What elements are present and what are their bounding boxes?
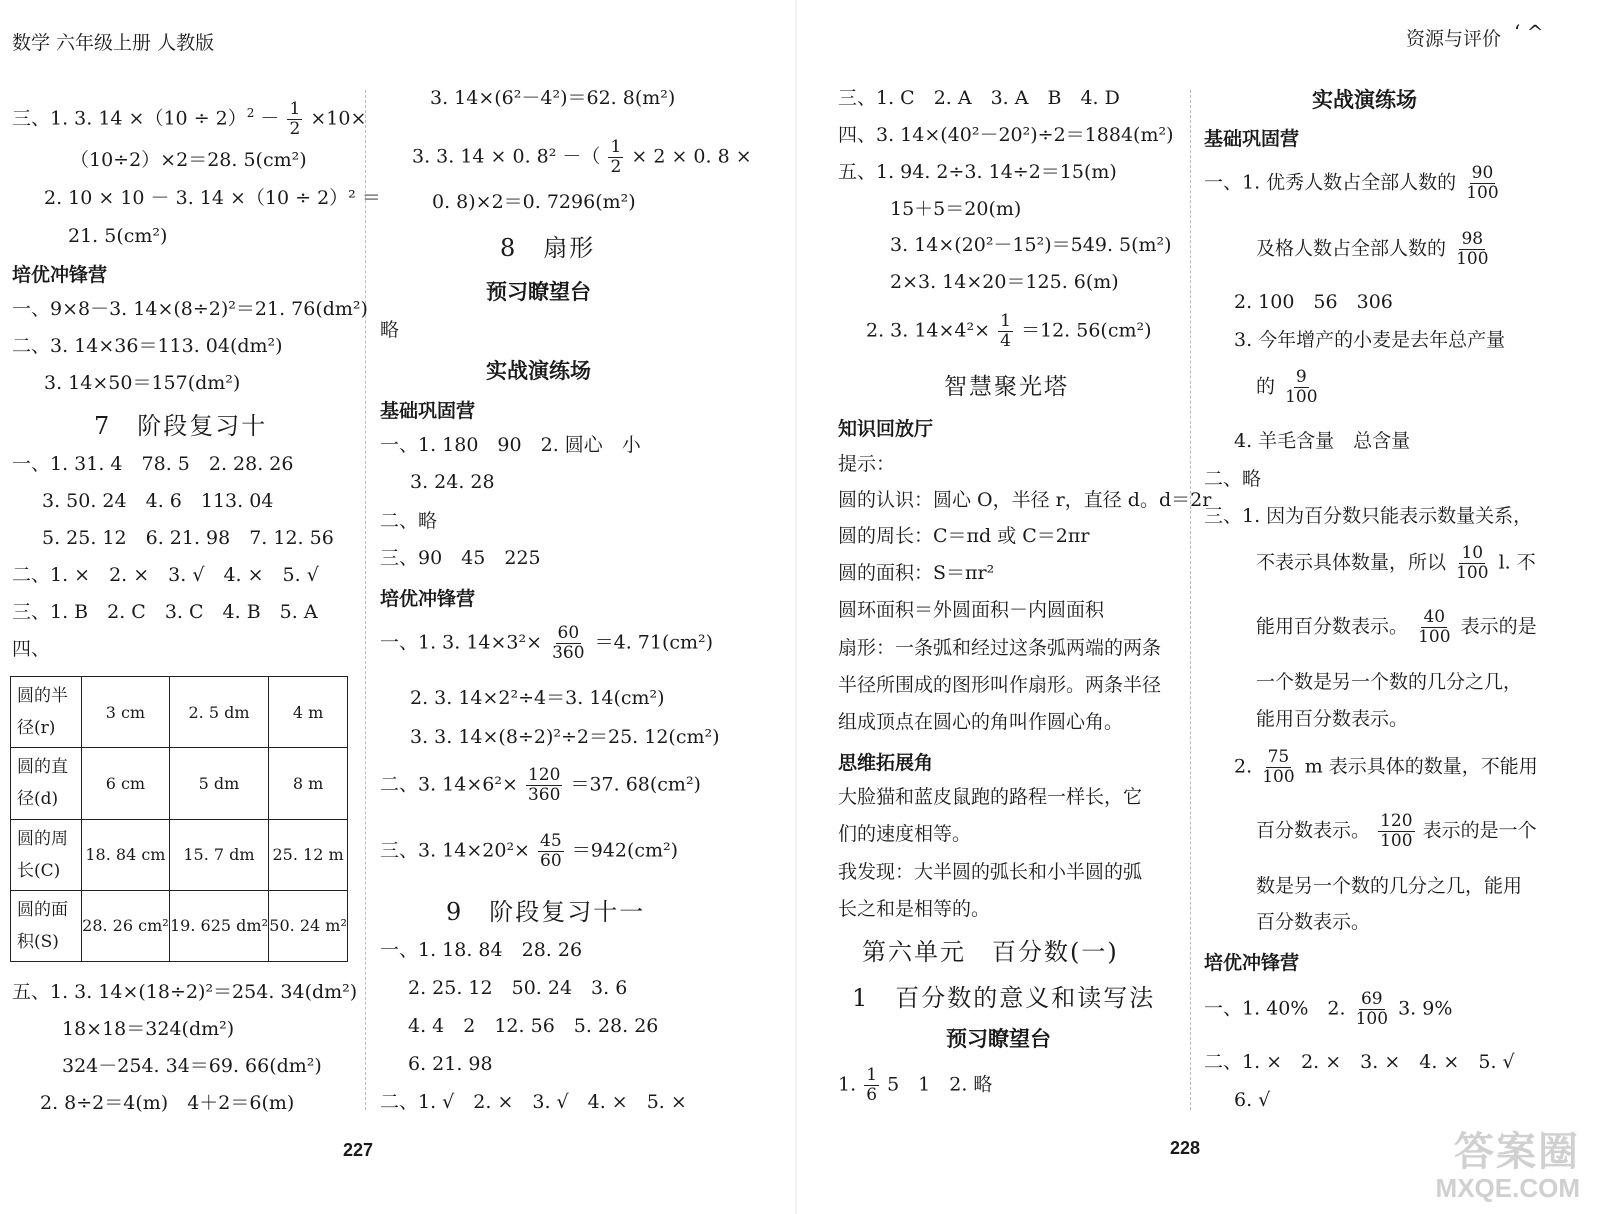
fraction: $\frac{45}{60}$	[540, 831, 562, 871]
answer-line: 圆的认识：圆心 O，半径 r，直径 d。d＝2r	[838, 489, 1212, 511]
answer-line: 2. 3. 14×4²× $\frac{1}{4}$ ＝12. 56(cm²)	[866, 311, 1152, 351]
answer-line: 二、3. 14×36＝113. 04(dm²)	[12, 335, 283, 357]
answer-line: 二、略	[1204, 468, 1262, 490]
answer-line: 的 $\frac{9}{100}$	[1256, 367, 1318, 407]
table-cell: 圆的面积(S)	[11, 890, 82, 961]
answer-line: 一、1. 31. 4 78. 5 2. 28. 26	[12, 453, 294, 475]
table-cell: 圆的半径(r)	[11, 677, 82, 748]
answer-line: 3. 14×(20²－15²)＝549. 5(m²)	[890, 234, 1172, 256]
answer-line: 略	[380, 319, 400, 341]
answer-line: 五、1. 94. 2÷3. 14÷2＝15(m)	[838, 161, 1117, 183]
answer-line: 2. $\frac{75}{100}$ m 表示具体的数量，不能用	[1234, 747, 1538, 787]
lesson-title: 7 阶段复习十	[94, 412, 268, 440]
answer-line: 2. 10 × 10 － 3. 14 ×（10 ÷ 2）² ＝	[44, 187, 381, 209]
fraction: $\frac{10}{100}$	[1456, 543, 1489, 583]
answer-line: 三、3. 14×20²× $\frac{45}{60}$ ＝942(cm²)	[380, 831, 679, 871]
answer-line: 6. √	[1234, 1089, 1271, 1111]
answer-line: 及格人数占全部人数的 $\frac{98}{100}$	[1256, 229, 1489, 269]
answer-line: 四、3. 14×(40²－20²)÷2＝1884(m²)	[838, 124, 1174, 146]
header-deco-icon: ‘ ^	[1514, 20, 1544, 44]
answer-line: 0. 8)×2＝0. 7296(m²)	[432, 191, 636, 213]
answer-line: 4. 羊毛含量 总含量	[1234, 430, 1411, 452]
fraction: $\frac{120}{100}$	[1380, 811, 1413, 851]
answer-line: 1. $\frac{1}{6}$ 5 1 2. 略	[838, 1065, 993, 1105]
fraction: $\frac{9}{100}$	[1285, 367, 1318, 407]
answer-line: 二、1. × 2. × 3. × 4. × 5. √	[1204, 1051, 1515, 1073]
answer-line: 2. 25. 12 50. 24 3. 6	[408, 977, 628, 999]
table-cell: 6 cm	[82, 748, 170, 819]
table-row	[11, 819, 348, 890]
circle-table	[10, 676, 348, 962]
table-cell: 圆的直径(d)	[11, 748, 82, 819]
answer-line: 3. 50. 24 4. 6 113. 04	[42, 490, 274, 512]
answer-line: 提示：	[838, 453, 896, 475]
fraction: $\frac{40}{100}$	[1418, 607, 1451, 647]
table-cell: 4 m	[269, 677, 348, 748]
answer-line: 五、1. 3. 14×(18÷2)²＝254. 34(dm²)	[12, 981, 358, 1003]
answer-line: 一、1. 18. 84 28. 26	[380, 939, 583, 961]
answer-line: 一、9×8－3. 14×(8÷2)²＝21. 76(dm²)	[12, 298, 368, 320]
answer-line: 我发现：大半圆的弧长和小半圆的弧	[838, 861, 1143, 883]
fraction: $\frac{90}{100}$	[1466, 163, 1499, 203]
answer-line: 能用百分数表示。 $\frac{40}{100}$ 表示的是	[1256, 607, 1537, 647]
fraction: $\frac{1}{6}$	[866, 1065, 878, 1105]
answer-line: 2. 100 56 306	[1234, 291, 1393, 313]
table-row	[11, 748, 348, 819]
section-heading: 预习瞭望台	[486, 280, 591, 304]
fraction: $\frac{120}{360}$	[527, 765, 561, 805]
answer-line: 一、1. 40% 2. $\frac{69}{100}$ 3. 9%	[1204, 989, 1453, 1029]
answer-line: 扇形：一条弧和经过这条弧两端的两条	[838, 637, 1162, 659]
answer-line: 一个数是另一个数的几分之几，	[1256, 671, 1523, 693]
answer-line: 三、1. 因为百分数只能表示数量关系，	[1204, 505, 1533, 527]
lesson-title: 8 扇形	[500, 234, 596, 262]
fraction: $\frac{75}{100}$	[1262, 747, 1295, 787]
column-divider	[1190, 90, 1191, 1110]
answer-line: 数是另一个数的几分之几，能用	[1256, 875, 1523, 897]
fraction: $\frac{98}{100}$	[1456, 229, 1489, 269]
answer-line: 一、1. 优秀人数占全部人数的 $\frac{90}{100}$	[1204, 163, 1499, 203]
unit-title: 第六单元 百分数(一)	[862, 938, 1119, 966]
table-row	[11, 890, 348, 961]
answer-line: 2. 8÷2＝4(m) 4＋2＝6(m)	[40, 1092, 295, 1114]
header-left: 数学 六年级上册 人教版	[12, 32, 215, 54]
answer-line: 不表示具体数量，所以 $\frac{10}{100}$ l. 不	[1256, 543, 1536, 583]
table-cell: 3 cm	[82, 677, 170, 748]
table-cell: 5 dm	[169, 748, 268, 819]
answer-line: 三、90 45 225	[380, 547, 541, 569]
table-cell: 圆的周长(C)	[11, 819, 82, 890]
section-heading: 培优冲锋营	[380, 588, 476, 610]
section-heading: 智慧聚光塔	[944, 374, 1069, 400]
answer-line: 二、3. 14×6²× $\frac{120}{360}$ ＝37. 68(cm²)	[380, 765, 701, 805]
answer-line: 三、1. B 2. C 3. C 4. B 5. A	[12, 601, 318, 623]
answer-line: 3. 今年增产的小麦是去年总产量	[1234, 329, 1506, 351]
answer-line: 四、	[12, 638, 51, 660]
answer-line: 3. 3. 14 × 0. 8² －（ $\frac{1}{2}$ × 2 × 0. 8 ×	[412, 137, 752, 177]
table-cell: 19. 625 dm²	[169, 890, 268, 961]
answer-line: 3. 24. 28	[410, 471, 495, 493]
answer-line: 百分数表示。	[1256, 911, 1371, 933]
answer-line: 圆的周长：C＝πd 或 C＝2πr	[838, 525, 1090, 547]
answer-line: 能用百分数表示。	[1256, 708, 1409, 730]
section-heading: 实战演练场	[1312, 88, 1417, 112]
fraction: $\frac{60}{360}$	[552, 623, 585, 663]
answer-line: 二、1. √ 2. × 3. √ 4. × 5. ×	[380, 1091, 687, 1113]
answer-line: （10÷2）×2＝28. 5(cm²)	[70, 149, 307, 171]
table-cell: 50. 24 m²	[269, 890, 348, 961]
answer-line: 4. 4 2 12. 56 5. 28. 26	[408, 1015, 659, 1037]
answer-line: 2. 3. 14×2²÷4＝3. 14(cm²)	[410, 687, 665, 709]
answer-line: 324－254. 34＝69. 66(dm²)	[62, 1055, 322, 1077]
answer-line: 组成顶点在圆心的角叫作圆心角。	[838, 711, 1124, 733]
fraction: $\frac{1}{4}$	[1000, 311, 1011, 351]
answer-line: 大脸猫和蓝皮鼠跑的路程一样长，它	[838, 786, 1143, 808]
fraction: $\frac{1}{2}$	[289, 99, 301, 139]
answer-line: 长之和是相等的。	[838, 898, 991, 920]
answer-line: 百分数表示。 $\frac{120}{100}$ 表示的是一个	[1256, 811, 1537, 851]
lesson-title: 9 阶段复习十一	[446, 898, 646, 926]
column-divider	[365, 90, 366, 1110]
section-heading: 预习瞭望台	[946, 1027, 1051, 1051]
answer-line: 6. 21. 98	[408, 1053, 493, 1075]
answer-line: 三、1. C 2. A 3. A B 4. D	[838, 87, 1120, 109]
answer-line: 3. 3. 14×(8÷2)²÷2＝25. 12(cm²)	[410, 726, 720, 748]
answer-line: 21. 5(cm²)	[68, 225, 168, 247]
answer-line: 圆环面积＝外圆面积－内圆面积	[838, 599, 1105, 621]
section-heading: 培优冲锋营	[1204, 952, 1300, 974]
answer-line: 3. 14×50＝157(dm²)	[44, 372, 241, 394]
answer-line: 三、1. 3. $14 \times(10 \div 2)^2$ － $\frac{1}{2}$ ×10×	[12, 99, 367, 139]
fraction: $\frac{1}{2}$	[610, 137, 622, 177]
section-heading: 基础巩固营	[380, 400, 476, 422]
watermark-logo: 答案圈 MXQE.COM	[1435, 1130, 1580, 1203]
answer-line: 圆的面积：S＝πr²	[838, 562, 995, 584]
section-heading: 思维拓展角	[838, 752, 934, 774]
section-heading: 知识回放厅	[838, 418, 934, 440]
answer-line: 一、1. 180 90 2. 圆心 小	[380, 434, 641, 456]
answer-line: 15＋5＝20(m)	[890, 198, 1022, 220]
table-cell: 18. 84 cm	[82, 819, 170, 890]
page-gutter	[795, 0, 797, 1214]
table-cell: 8 m	[269, 748, 348, 819]
answer-line: 二、略	[380, 510, 438, 532]
lesson-title: 1 百分数的意义和读写法	[852, 984, 1156, 1012]
answer-line: 5. 25. 12 6. 21. 98 7. 12. 56	[42, 527, 334, 549]
answer-line: 3. 14×(6²－4²)＝62. 8(m²)	[430, 87, 676, 109]
header-right: 资源与评价	[1406, 28, 1502, 50]
section-heading: 实战演练场	[486, 359, 591, 383]
answer-line: 二、1. × 2. × 3. √ 4. × 5. √	[12, 564, 319, 586]
table-cell: 25. 12 m	[269, 819, 348, 890]
table-cell: 15. 7 dm	[169, 819, 268, 890]
section-heading: 基础巩固营	[1204, 128, 1300, 150]
table-row	[11, 677, 348, 748]
table-cell: 28. 26 cm²	[82, 890, 170, 961]
answer-line: 2×3. 14×20＝125. 6(m)	[890, 271, 1119, 293]
answer-line: 一、1. 3. 14×3²× $\frac{60}{360}$ ＝4. 71(cm²)	[380, 623, 714, 663]
answer-line: 18×18＝324(dm²)	[62, 1018, 235, 1040]
section-heading: 培优冲锋营	[12, 264, 108, 286]
table-cell: 2. 5 dm	[169, 677, 268, 748]
page-number: 228	[1170, 1138, 1201, 1158]
answer-line: 半径所围成的图形叫作扇形。两条半径	[838, 674, 1162, 696]
answer-line: 们的速度相等。	[838, 823, 972, 845]
fraction: $\frac{69}{100}$	[1355, 989, 1389, 1029]
page-number: 227	[343, 1140, 374, 1160]
